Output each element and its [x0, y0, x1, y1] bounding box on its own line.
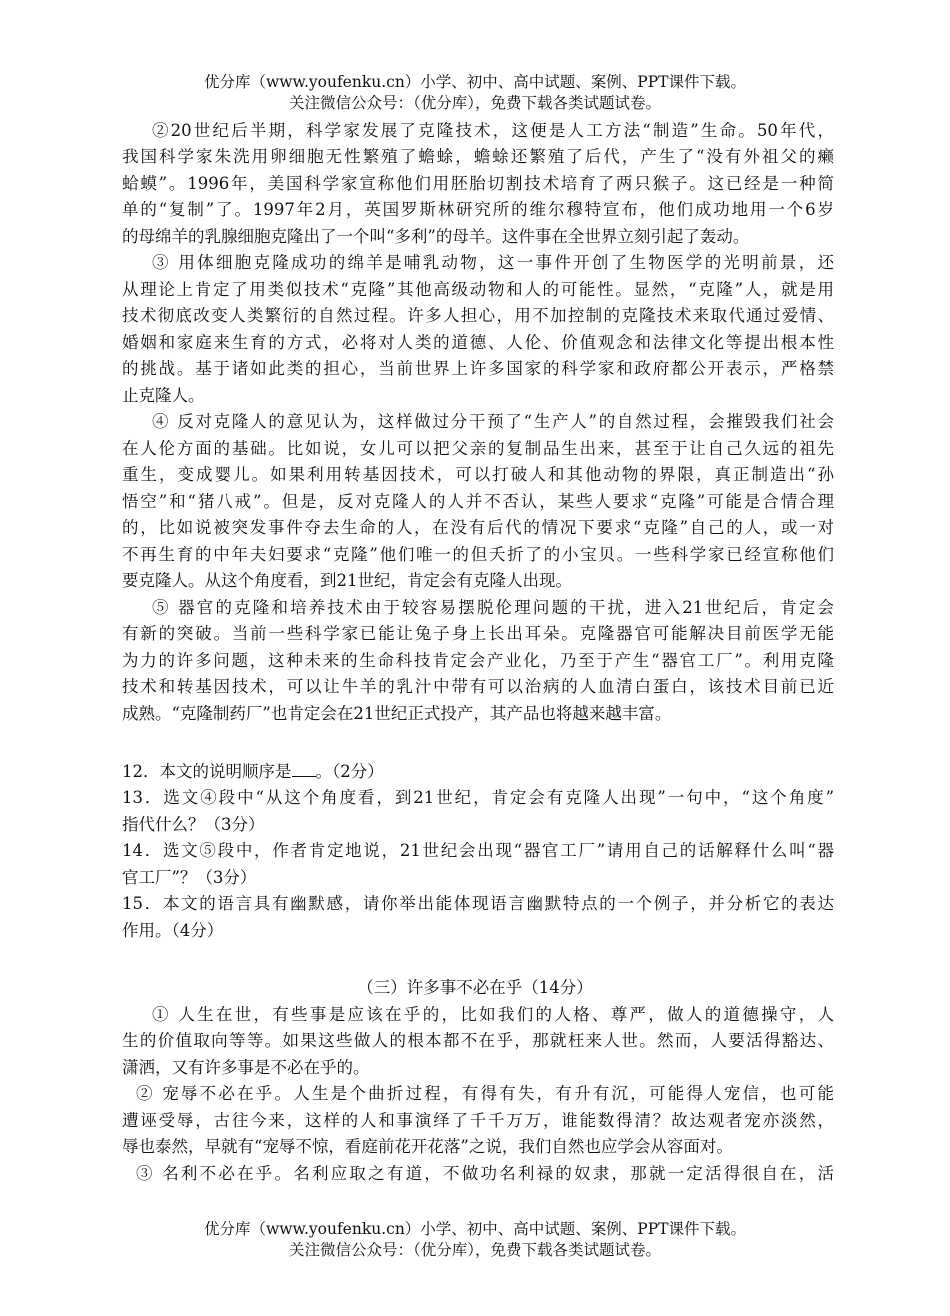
text-line: ③ 用体细胞克隆成功的绵羊是哺乳动物，这一事件开创了生物医学的光明前景，还 [152, 253, 834, 272]
question-15-line-2: 作用。（4分） [122, 921, 224, 940]
question-13-line-1: 13．选文④段中“从这个角度看，到21世纪，肯定会有克隆人出现”一句中，“这个角度” [122, 788, 834, 807]
page-footer [0, 1219, 950, 1261]
text-line: 从理论上肯定了用类似技术“克隆”其他高级动物和人的可能性。显然，“克隆”人，就是用 [122, 280, 834, 299]
question-15-line-1: 15．本文的语言具有幽默感，请你举出能体现语言幽默特点的一个例子，并分析它的表达 [122, 894, 834, 913]
question-12 [122, 758, 834, 782]
text-line: 潇洒，又有许多事是不必在乎的。 [122, 1058, 370, 1077]
text-line: ④ 反对克隆人的意见认为，这样做过分干预了“生产人”的自然过程，会摧毁我们社会 [152, 412, 834, 431]
text-line: 技术彻底改变人类繁衍的自然过程。许多人担心，用不加控制的克隆技术来取代通过爱情、 [122, 306, 834, 325]
text-line: 婚姻和家庭来生育的方式，必将对人类的道德、人伦、价值观念和法律文化等提出根本性 [122, 333, 834, 352]
text-line: 的挑战。基于诸如此类的担心，当前世界上许多国家的科学家和政府都公开表示，严格禁 [122, 359, 834, 378]
question-13-line-2: 指代什么？（3分） [122, 815, 265, 834]
text-line: 辱也泰然，早就有“宠辱不惊，看庭前花开花落”之说，我们自然也应学会从容面对。 [122, 1137, 733, 1156]
question-12-score: 。（2分） [315, 762, 384, 781]
text-line: 成熟。“克隆制药厂”也肯定会在21世纪正式投产，其产品也将越来越丰富。 [122, 704, 672, 723]
text-line: 重生，变成婴儿。如果利用转基因技术，可以打破人和其他动物的界限，真正制造出“孙 [122, 465, 834, 484]
text-line: ⑤ 器官的克隆和培养技术由于较容易摆脱伦理问题的干扰，进入21世纪后，肯定会 [152, 598, 834, 617]
text-line: 悟空”和“猪八戒”。但是，反对克隆人的人并不否认，某些人要求“克隆”可能是合情合理 [122, 492, 834, 511]
text-line: 的，比如说被突发事件夺去生命的人，在没有后代的情况下要求“克隆”自己的人，或一对 [122, 518, 834, 537]
section-title: （三）许多事不必在乎（14分） [357, 978, 593, 997]
text-line: 为力的许多问题，这种未来的生命科技肯定会产业化，乃至于产生“器官工厂”。利用克隆 [122, 651, 834, 670]
answer-blank[interactable] [292, 762, 316, 777]
text-line: ① 人生在世，有些事是应该在乎的，比如我们的人格、尊严，做人的道德操守，人 [152, 1005, 834, 1024]
text-line: ② 宠辱不必在乎。人生是个曲折过程，有得有失，有升有沉，可能得人宠信，也可能 [136, 1084, 834, 1103]
text-line: 蛤蟆”。1996年，美国科学家宣称他们用胚胎切割技术培育了两只猴子。这已经是一种简 [122, 174, 834, 193]
text-line: 遭诬受辱，古往今来，这样的人和事演绎了千千万万，谁能数得清？故达观者宠亦淡然， [122, 1111, 834, 1130]
header-line-1: 优分库（www.youfenku.cn）小学、初中、高中试题、案例、PPT课件下载。 [203, 73, 747, 91]
page-header [0, 72, 950, 114]
text-line: 在人伦方面的基础。比如说，女儿可以把父亲的复制品生出来，甚至于让自己久远的祖先 [122, 439, 834, 458]
text-line: ②20世纪后半期，科学家发展了克隆技术，这便是人工方法“制造”生命。50年代， [152, 121, 834, 140]
text-line: ③ 名利不必在乎。名利应取之有道，不做功名利禄的奴隶，那就一定活得很自在，活 [136, 1164, 834, 1183]
footer-line-1: 优分库（www.youfenku.cn）小学、初中、高中试题、案例、PPT课件下载。 [203, 1220, 747, 1238]
text-line: 不再生育的中年夫妇要求“克隆”他们唯一的但夭折了的小宝贝。一些科学家已经宣称他们 [122, 545, 834, 564]
text-line: 生的价值取向等等。如果这些做人的根本都不在乎，那就枉来人世。然而，人要活得豁达、 [122, 1031, 834, 1050]
text-line: 有新的突破。当前一些科学家已能让兔子身上长出耳朵。克隆器官可能解决目前医学无能 [122, 624, 834, 643]
text-line: 技术和转基因技术，可以让牛羊的乳汁中带有可以治病的人血清白蛋白，该技术目前已近 [122, 677, 834, 696]
header-line-2: 关注微信公众号：（优分库），免费下载各类试题试卷。 [288, 94, 661, 112]
question-12-text: 12．本文的说明顺序是 [122, 762, 292, 781]
question-14-line-2: 官工厂”？（3分） [122, 868, 257, 887]
text-line: 止克隆人。 [122, 386, 205, 405]
text-line: 单的“复制”了。1997年2月，英国罗斯林研究所的维尔穆特宣布，他们成功地用一个6岁 [122, 200, 834, 219]
text-line: 的母绵羊的乳腺细胞克隆出了一个叫“多利”的母羊。这件事在全世界立刻引起了轰动。 [122, 227, 750, 246]
question-14-line-1: 14．选文⑤段中，作者肯定地说，21世纪会出现“器官工厂”请用自己的话解释什么叫“器 [122, 841, 834, 860]
footer-line-2: 关注微信公众号：（优分库），免费下载各类试题试卷。 [288, 1241, 661, 1259]
text-line: 我国科学家朱洗用卵细胞无性繁殖了蟾蜍，蟾蜍还繁殖了后代，产生了“没有外祖父的癞 [122, 147, 834, 166]
text-line: 要克隆人。从这个角度看，到21世纪，肯定会有克隆人出现。 [122, 571, 572, 590]
